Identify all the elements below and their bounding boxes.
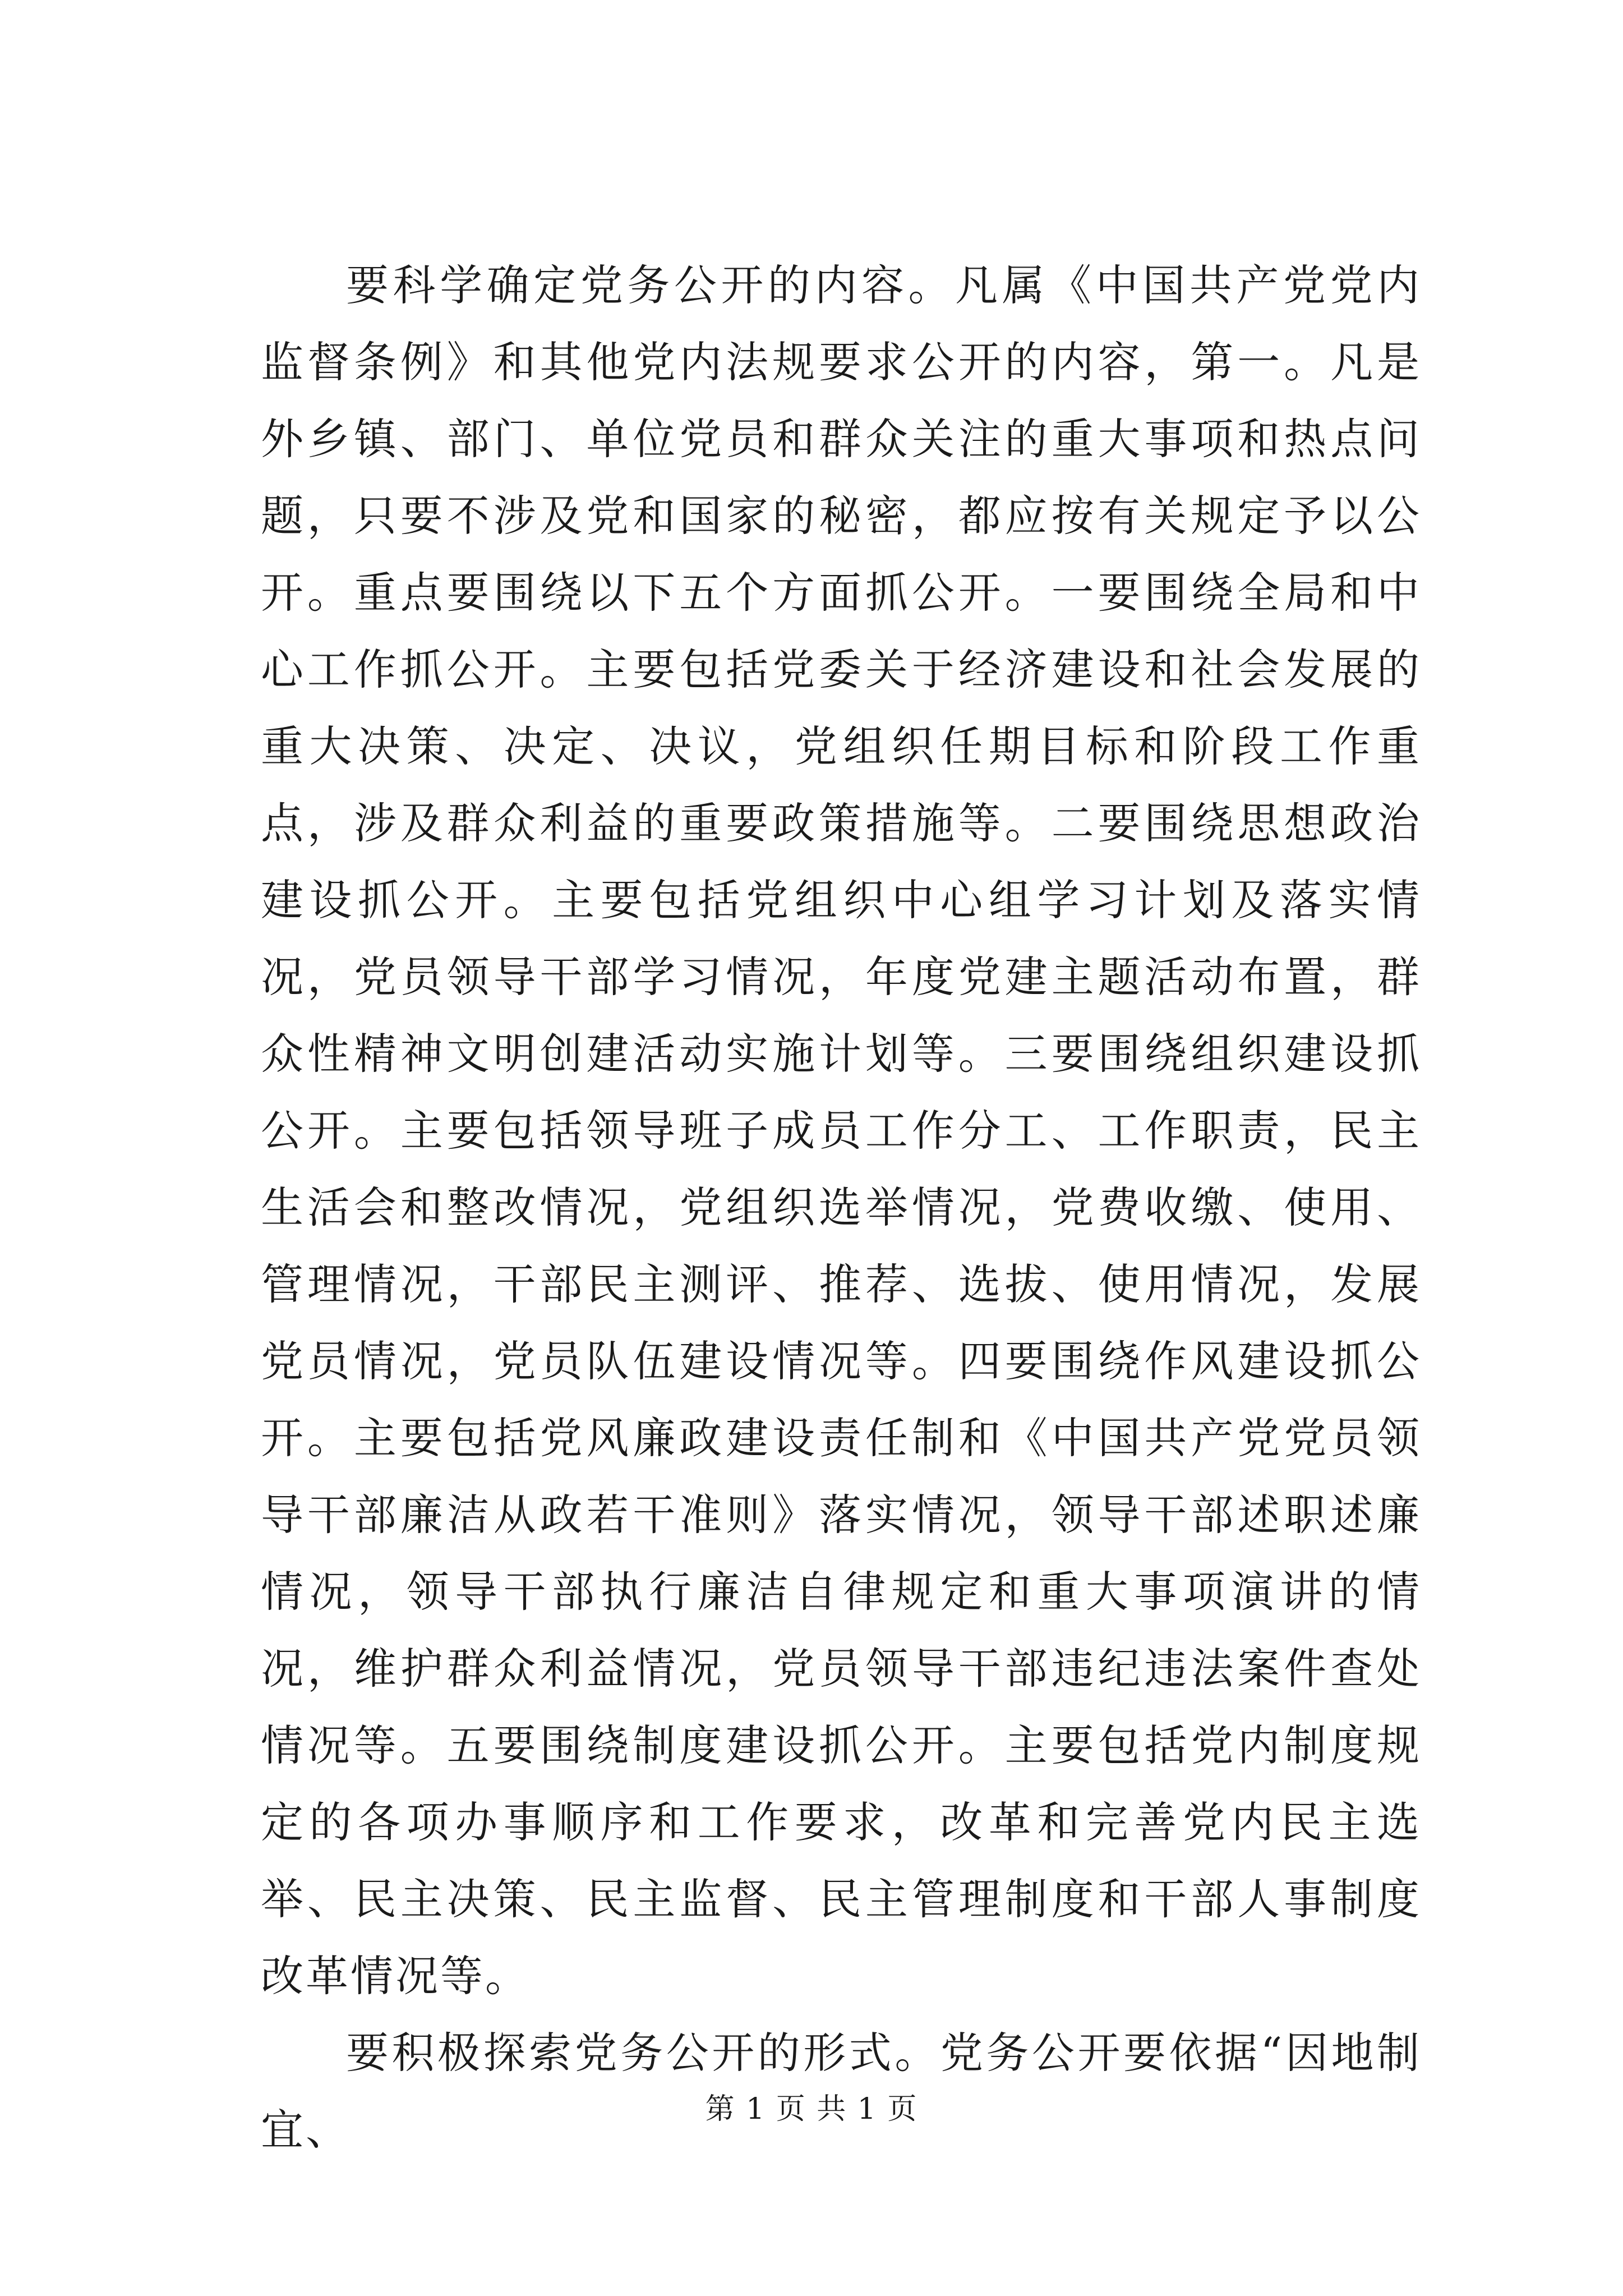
- page-number-footer: 第 1 页 共 1 页: [705, 2092, 918, 2126]
- document-body: [261, 247, 1422, 2168]
- paragraph-disclosure-forms: 要积极探索党务公开的形式。党务公开要依据“因地制宜、: [261, 2028, 1422, 2155]
- paragraph-content-scope: 要科学确定党务公开的内容。凡属《中国共产党党内监督条例》和其他党内法规要求公开的内容，第一。凡是外乡镇、部门、单位党员和群众关注的重大事项和热点问题，只要不涉及党和国家的秘密，都应按有关规定予以公开。重点要围绕以下五个方面抓公开。一要围绕全局和中心工作抓公开。主要包括党委关于经济建设和社会发展的重大决策、决定、决议，党组织任期目标和阶段工作重点，涉及群众利益的重要政策措施等。二要围绕思想政治建设抓公开。主要包括党组织中心组学习计划及落实情况，党员领导干部学习情况，年度党建主题活动布置，群众性精神文明创建活动实施计划等。三要围绕组织建设抓公开。主要包括领导班子成员工作分工、工作职责，民主生活会和整改情况，党组织选举情况，党费收缴、使用、管理情况，干部民主测评、推荐、选拔、使用情况，发展党员情况，党员队伍建设情况等。四要围绕作风建设抓公开。主要包括党风廉政建设责任制和《中国共产党党员领导干部廉洁从政若干准则》落实情况，领导干部述职述廉情况，领导干部执行廉洁自律规定和重大事项演讲的情况，维护群众利益情况，党员领导干部违纪违法案件查处情况等。五要围绕制度建设抓公开。主要包括党内制度规定的各项办事顺序和工作要求，改革和完善党内民主选举、民主决策、民主监督、民主管理制度和干部人事制度改革情况等。: [261, 260, 1422, 2001]
